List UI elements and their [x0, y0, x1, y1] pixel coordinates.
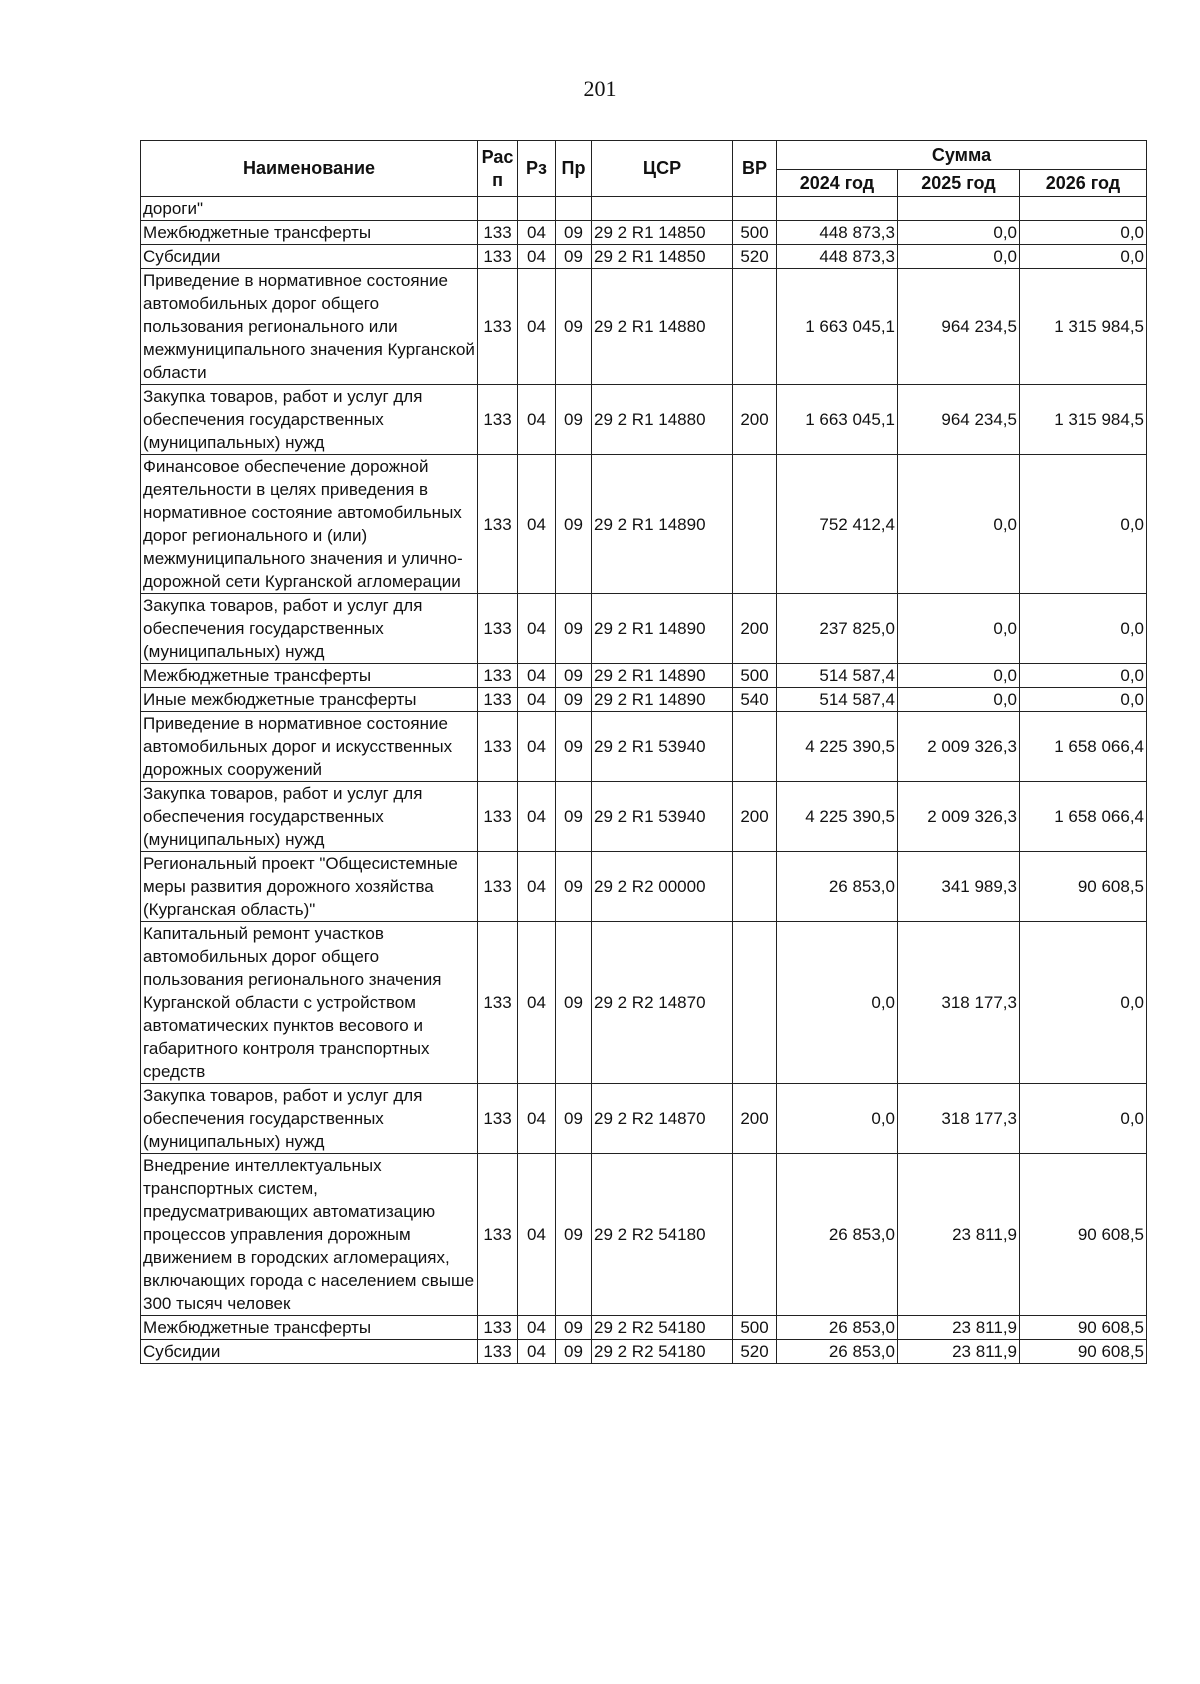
cell-rasp: 133 — [478, 1316, 518, 1340]
cell-2024: 4 225 390,5 — [777, 712, 898, 782]
cell-2026: 1 658 066,4 — [1020, 712, 1147, 782]
page-number: 201 — [583, 76, 617, 101]
cell-name: Субсидии — [141, 1340, 478, 1364]
table-row — [141, 1340, 1147, 1364]
cell-2025: 0,0 — [898, 245, 1020, 269]
cell-name: дороги" — [141, 197, 478, 221]
cell-2025: 2 009 326,3 — [898, 782, 1020, 852]
cell-name: Капитальный ремонт участков автомобильных дорог общего пользования регионального значения Курганской области с устройством автоматических пунктов весового и габаритного контроля транспортных средств — [141, 922, 478, 1084]
cell-csr: 29 2 R1 14890 — [592, 688, 733, 712]
cell-2025 — [898, 197, 1020, 221]
cell-2025: 23 811,9 — [898, 1316, 1020, 1340]
cell-2026: 0,0 — [1020, 455, 1147, 594]
cell-csr: 29 2 R2 14870 — [592, 1084, 733, 1154]
cell-vr: 500 — [733, 1316, 777, 1340]
cell-pr — [556, 197, 592, 221]
cell-2024 — [777, 197, 898, 221]
cell-rz: 04 — [518, 664, 556, 688]
cell-2026: 0,0 — [1020, 664, 1147, 688]
cell-rasp: 133 — [478, 712, 518, 782]
cell-pr: 09 — [556, 1340, 592, 1364]
cell-name: Финансовое обеспечение дорожной деятельности в целях приведения в нормативное состояние автомобильных дорог регионального и (или) межмуниципального значения и улично-дорожной сети Курганской агломерации — [141, 455, 478, 594]
cell-pr: 09 — [556, 1084, 592, 1154]
cell-2025: 318 177,3 — [898, 922, 1020, 1084]
cell-2024: 26 853,0 — [777, 1154, 898, 1316]
cell-2025: 0,0 — [898, 688, 1020, 712]
cell-csr: 29 2 R1 53940 — [592, 712, 733, 782]
cell-rz: 04 — [518, 1316, 556, 1340]
header-csr: ЦСР — [592, 141, 733, 197]
cell-rz — [518, 197, 556, 221]
cell-2026: 0,0 — [1020, 922, 1147, 1084]
table-row — [141, 385, 1147, 455]
cell-csr: 29 2 R2 14870 — [592, 922, 733, 1084]
cell-rasp: 133 — [478, 1154, 518, 1316]
cell-2025: 964 234,5 — [898, 385, 1020, 455]
cell-2025: 23 811,9 — [898, 1154, 1020, 1316]
table-row — [141, 197, 1147, 221]
cell-name: Приведение в нормативное состояние автомобильных дорог и искусственных дорожных сооружений — [141, 712, 478, 782]
cell-pr: 09 — [556, 594, 592, 664]
cell-pr: 09 — [556, 1316, 592, 1340]
cell-pr: 09 — [556, 269, 592, 385]
cell-2024: 514 587,4 — [777, 664, 898, 688]
cell-vr: 200 — [733, 594, 777, 664]
cell-csr: 29 2 R2 00000 — [592, 852, 733, 922]
cell-rz: 04 — [518, 594, 556, 664]
cell-vr: 500 — [733, 664, 777, 688]
cell-vr — [733, 269, 777, 385]
cell-rz: 04 — [518, 455, 556, 594]
header-pr: Пр — [556, 141, 592, 197]
cell-rz: 04 — [518, 1084, 556, 1154]
table-row — [141, 455, 1147, 594]
cell-2025: 964 234,5 — [898, 269, 1020, 385]
cell-csr: 29 2 R1 14850 — [592, 245, 733, 269]
cell-rasp — [478, 197, 518, 221]
cell-2026: 1 658 066,4 — [1020, 782, 1147, 852]
cell-name: Закупка товаров, работ и услуг для обеспечения государственных (муниципальных) нужд — [141, 1084, 478, 1154]
table-header-row — [141, 141, 1147, 170]
cell-pr: 09 — [556, 782, 592, 852]
cell-2026: 0,0 — [1020, 245, 1147, 269]
cell-name: Закупка товаров, работ и услуг для обеспечения государственных (муниципальных) нужд — [141, 385, 478, 455]
cell-rz: 04 — [518, 385, 556, 455]
cell-2026: 90 608,5 — [1020, 1316, 1147, 1340]
cell-2026 — [1020, 197, 1147, 221]
cell-pr: 09 — [556, 664, 592, 688]
cell-vr: 520 — [733, 1340, 777, 1364]
cell-csr: 29 2 R2 54180 — [592, 1340, 733, 1364]
cell-rasp: 133 — [478, 269, 518, 385]
cell-name: Региональный проект "Общесистемные меры развития дорожного хозяйства (Курганская область)" — [141, 852, 478, 922]
cell-2025: 318 177,3 — [898, 1084, 1020, 1154]
cell-csr: 29 2 R2 54180 — [592, 1316, 733, 1340]
cell-pr: 09 — [556, 221, 592, 245]
cell-rasp: 133 — [478, 221, 518, 245]
cell-rz: 04 — [518, 922, 556, 1084]
cell-2024: 237 825,0 — [777, 594, 898, 664]
header-vr: ВР — [733, 141, 777, 197]
cell-name: Межбюджетные трансферты — [141, 664, 478, 688]
table-row — [141, 269, 1147, 385]
cell-pr: 09 — [556, 712, 592, 782]
cell-2024: 448 873,3 — [777, 221, 898, 245]
table-row — [141, 1084, 1147, 1154]
table-row — [141, 1316, 1147, 1340]
table-row — [141, 922, 1147, 1084]
cell-2024: 0,0 — [777, 1084, 898, 1154]
cell-2025: 0,0 — [898, 594, 1020, 664]
table-row — [141, 1154, 1147, 1316]
cell-name: Иные межбюджетные трансферты — [141, 688, 478, 712]
header-name: Наименование — [141, 141, 478, 197]
table-row — [141, 782, 1147, 852]
cell-2026: 0,0 — [1020, 221, 1147, 245]
cell-rasp: 133 — [478, 852, 518, 922]
cell-2024: 1 663 045,1 — [777, 385, 898, 455]
cell-rasp: 133 — [478, 455, 518, 594]
header-2026: 2026 год — [1020, 170, 1147, 197]
cell-csr: 29 2 R1 14890 — [592, 594, 733, 664]
header-sum: Сумма — [777, 141, 1147, 170]
cell-rz: 04 — [518, 688, 556, 712]
cell-rasp: 133 — [478, 922, 518, 1084]
cell-vr — [733, 1154, 777, 1316]
header-rz: Рз — [518, 141, 556, 197]
cell-2025: 0,0 — [898, 455, 1020, 594]
cell-2024: 4 225 390,5 — [777, 782, 898, 852]
cell-vr — [733, 922, 777, 1084]
cell-rz: 04 — [518, 1154, 556, 1316]
cell-name: Закупка товаров, работ и услуг для обеспечения государственных (муниципальных) нужд — [141, 594, 478, 664]
cell-pr: 09 — [556, 852, 592, 922]
cell-rasp: 133 — [478, 594, 518, 664]
cell-csr: 29 2 R1 14880 — [592, 269, 733, 385]
cell-2024: 1 663 045,1 — [777, 269, 898, 385]
cell-vr: 200 — [733, 385, 777, 455]
cell-2025: 341 989,3 — [898, 852, 1020, 922]
cell-2025: 0,0 — [898, 664, 1020, 688]
cell-2025: 23 811,9 — [898, 1340, 1020, 1364]
cell-vr: 540 — [733, 688, 777, 712]
cell-name: Межбюджетные трансферты — [141, 221, 478, 245]
cell-rz: 04 — [518, 221, 556, 245]
cell-csr: 29 2 R1 53940 — [592, 782, 733, 852]
table-row — [141, 245, 1147, 269]
cell-2024: 26 853,0 — [777, 1316, 898, 1340]
cell-pr: 09 — [556, 688, 592, 712]
cell-csr: 29 2 R1 14890 — [592, 455, 733, 594]
cell-rz: 04 — [518, 852, 556, 922]
cell-name: Приведение в нормативное состояние автомобильных дорог общего пользования регионального или межмуниципального значения Курганской области — [141, 269, 478, 385]
header-2024: 2024 год — [777, 170, 898, 197]
cell-pr: 09 — [556, 1154, 592, 1316]
cell-vr: 520 — [733, 245, 777, 269]
table-body — [141, 197, 1147, 1364]
cell-2025: 0,0 — [898, 221, 1020, 245]
table-row — [141, 664, 1147, 688]
cell-2024: 26 853,0 — [777, 1340, 898, 1364]
header-rasp: Рас п — [478, 141, 518, 197]
cell-pr: 09 — [556, 922, 592, 1084]
table-row — [141, 852, 1147, 922]
cell-vr: 200 — [733, 1084, 777, 1154]
cell-rasp: 133 — [478, 385, 518, 455]
cell-csr: 29 2 R1 14850 — [592, 221, 733, 245]
cell-rz: 04 — [518, 782, 556, 852]
cell-2026: 1 315 984,5 — [1020, 385, 1147, 455]
cell-vr: 200 — [733, 782, 777, 852]
cell-csr: 29 2 R2 54180 — [592, 1154, 733, 1316]
cell-2024: 26 853,0 — [777, 852, 898, 922]
cell-rasp: 133 — [478, 664, 518, 688]
cell-2026: 90 608,5 — [1020, 1340, 1147, 1364]
cell-2024: 752 412,4 — [777, 455, 898, 594]
cell-pr: 09 — [556, 245, 592, 269]
cell-pr: 09 — [556, 385, 592, 455]
budget-table — [140, 140, 1147, 1364]
cell-name: Закупка товаров, работ и услуг для обеспечения государственных (муниципальных) нужд — [141, 782, 478, 852]
cell-2024: 448 873,3 — [777, 245, 898, 269]
cell-rasp: 133 — [478, 782, 518, 852]
cell-2026: 0,0 — [1020, 1084, 1147, 1154]
cell-2024: 0,0 — [777, 922, 898, 1084]
cell-2025: 2 009 326,3 — [898, 712, 1020, 782]
cell-csr — [592, 197, 733, 221]
cell-2026: 90 608,5 — [1020, 1154, 1147, 1316]
cell-name: Межбюджетные трансферты — [141, 1316, 478, 1340]
cell-2026: 90 608,5 — [1020, 852, 1147, 922]
cell-name: Субсидии — [141, 245, 478, 269]
cell-2026: 0,0 — [1020, 688, 1147, 712]
cell-csr: 29 2 R1 14880 — [592, 385, 733, 455]
cell-name: Внедрение интеллектуальных транспортных систем, предусматривающих автоматизацию процессов управления дорожным движением в городских агломерациях, включающих города с населением свыше 300 тысяч человек — [141, 1154, 478, 1316]
cell-rz: 04 — [518, 712, 556, 782]
cell-rz: 04 — [518, 269, 556, 385]
cell-2024: 514 587,4 — [777, 688, 898, 712]
cell-rz: 04 — [518, 245, 556, 269]
cell-2026: 1 315 984,5 — [1020, 269, 1147, 385]
table-row — [141, 221, 1147, 245]
cell-rasp: 133 — [478, 1340, 518, 1364]
cell-rasp: 133 — [478, 245, 518, 269]
cell-rasp: 133 — [478, 688, 518, 712]
table-row — [141, 688, 1147, 712]
cell-rz: 04 — [518, 1340, 556, 1364]
table-row — [141, 594, 1147, 664]
cell-vr — [733, 455, 777, 594]
cell-rasp: 133 — [478, 1084, 518, 1154]
cell-pr: 09 — [556, 455, 592, 594]
table-row — [141, 712, 1147, 782]
cell-vr: 500 — [733, 221, 777, 245]
cell-vr — [733, 712, 777, 782]
cell-csr: 29 2 R1 14890 — [592, 664, 733, 688]
cell-vr — [733, 197, 777, 221]
cell-vr — [733, 852, 777, 922]
header-2025: 2025 год — [898, 170, 1020, 197]
cell-2026: 0,0 — [1020, 594, 1147, 664]
